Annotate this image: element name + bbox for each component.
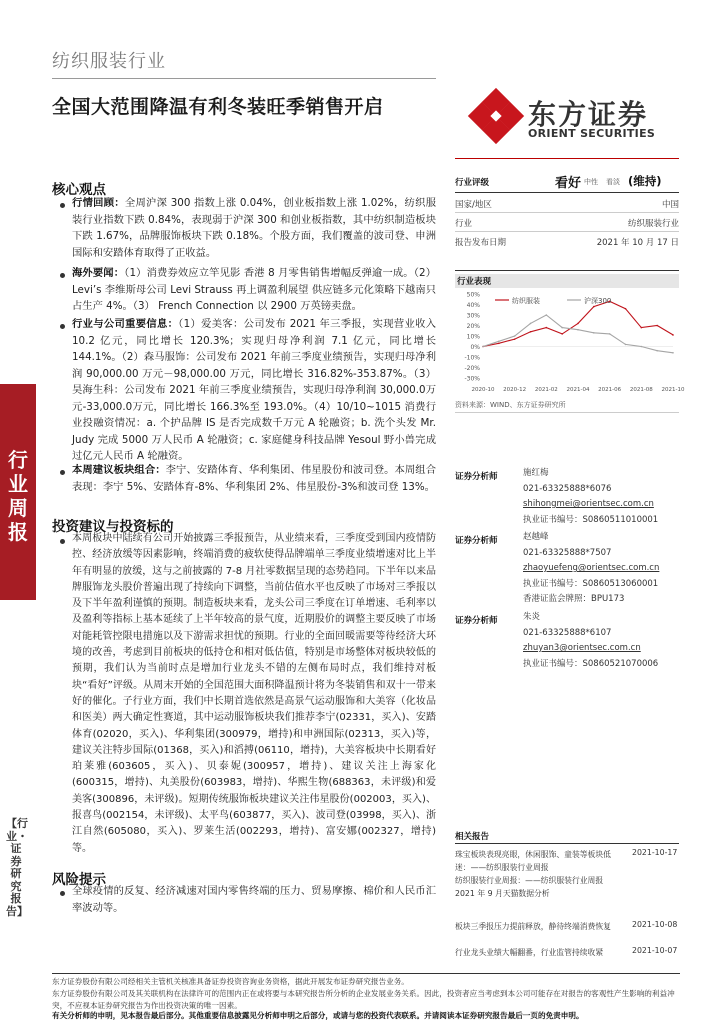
data-point	[672, 334, 674, 336]
data-point	[514, 338, 516, 340]
bullet-icon	[60, 203, 65, 208]
y-tick-label: 50%	[466, 291, 480, 299]
footer-line-2: 东方证券股份有限公司及其关联机构在法律许可的范围内正在或将要与本研究报告所分析的企业发展业务关系。因此，投资者应当考虑到本公司可能存在对报告的客观性产生影响的利益冲突，不应视本证券研究报告为作出投资决策的唯一因素。	[52, 989, 675, 1010]
risk-paragraph: 全球疫情的反复、经济减速对国内零售终端的压力、贸易摩擦、棉价和人民币汇率波动等。	[72, 885, 436, 914]
analyst-cert: 执业证书编号：S0860513060001	[523, 578, 659, 589]
data-point	[530, 331, 532, 333]
rating-value-low: 看淡	[606, 178, 620, 186]
data-point	[625, 308, 627, 310]
bullet-icon	[60, 470, 65, 475]
legend-label: 沪深300	[584, 297, 612, 305]
rating-divider	[455, 192, 679, 193]
bullet-icon	[60, 324, 65, 329]
data-point	[641, 327, 643, 329]
chart-title: 行业表现	[457, 277, 492, 287]
analyst-email[interactable]: shihongmei@orientsec.com.cn	[523, 499, 654, 509]
data-point	[593, 306, 595, 308]
report-title: 全国大范围降温有利冬装旺季销售开启	[52, 96, 384, 118]
x-tick-label: 2021-02	[534, 387, 558, 393]
section-heading-core: 核心观点	[52, 182, 106, 198]
rating-value-hot: 看好	[555, 176, 582, 191]
footer-line-3: 有关分析师的申明，见本报告最后部分。其他重要信息披露见分析师申明之后部分，或请与您的投资代表联系。并请阅读本证券研究报告最后一页的免责申明。	[52, 1011, 584, 1020]
chart-top-divider	[455, 270, 679, 271]
x-tick-label: 2021-10	[661, 387, 685, 393]
data-point	[625, 344, 627, 346]
logo-wordmark-cn: 东方证券	[528, 98, 649, 131]
related-report-date: 2021-10-08	[632, 920, 678, 929]
y-tick-label: 10%	[466, 333, 480, 341]
rating-label: 行业评级	[455, 178, 490, 188]
bullet-icon	[60, 539, 65, 544]
data-point	[561, 327, 563, 329]
y-tick-label: 20%	[466, 323, 480, 330]
core-bullet-4: 本周建议板块组合：李宁、安踏体育、华利集团、伟星股份和波司登。本周组合表现：李宁 5%、安踏体育-8%、华利集团 2%、伟星股份-3%和波司登 13%。	[72, 464, 437, 493]
series-line-hs300	[483, 315, 673, 353]
data-point	[609, 333, 611, 335]
data-point	[593, 332, 595, 334]
x-tick-label: 2021-04	[566, 387, 590, 393]
analyst-cert: 执业证书编号：S0860511010001	[523, 514, 659, 525]
y-tick-label: -30%	[464, 375, 480, 383]
footer-line-1: 东方证券股份有限公司经相关主管机关核准具备证券投资咨询业务资格，据此开展发布证券研究报告业务。	[52, 977, 409, 986]
section-heading-risk: 风险提示	[52, 872, 106, 888]
y-tick-label: -20%	[464, 365, 480, 372]
analyst-label-1: 证券分析师	[455, 472, 498, 482]
y-tick-label: -10%	[464, 354, 480, 362]
related-reports-title: 相关报告	[455, 832, 490, 842]
report-category: 纺织服装行业	[52, 51, 166, 72]
report-vertical-label: 【行业・证券研究报告】	[6, 817, 28, 918]
analyst-card-3	[523, 610, 658, 672]
analyst-card-1	[523, 466, 658, 528]
data-point	[656, 350, 658, 352]
bullet-icon	[60, 891, 65, 896]
data-point	[530, 323, 532, 325]
rating-state: (维持)	[628, 174, 662, 188]
analyst-label-3: 证券分析师	[455, 616, 498, 626]
analyst-phone: 021-63325888*7507	[523, 547, 612, 558]
data-point	[672, 352, 674, 354]
core-bullet-3: 行业与公司重要信息：（1）爱美客：公司发布 2021 年三季报，实现营业收入 10.2 亿元，同比增长 120.3%；实现归母净利润 7.1 亿元，同比增长 144.1%。（2）森马服饰：公司发布 2021 年前三季度业绩预告，实现归母净利润 90,000.00 万元－98,000.00 万元，同比增长 316.82%-353.87%。（3）昊海生科：公司发布 2021 年前三季度业绩预告，实现归母净利润 30,000.0万元-33,000.0万元，同比增长 166.3%至 193.0%。（4）10/10~1015 消费行业投融资情况：a. 个护品牌 IS 是否完成数千万元 A 轮融资；b. 洗个头发 Mr. Judy 完成 5000 万人民币 A 轮融资；c. 家庭健身科技品牌 Yesoul 野小兽完成过亿元人民币 A 轮融资。	[72, 318, 437, 462]
x-tick-label: 2020-10	[471, 387, 495, 393]
data-point	[656, 325, 658, 327]
x-tick-label: 2021-06	[598, 387, 622, 393]
row-divider	[455, 231, 679, 232]
row-divider	[455, 212, 679, 213]
data-point	[498, 340, 500, 342]
data-point	[561, 333, 563, 335]
chart-source: 资料来源：WIND、东方证券研究所	[455, 401, 566, 409]
data-point	[577, 323, 579, 325]
data-point	[577, 329, 579, 331]
related-report-date: 2021-10-17	[632, 848, 678, 857]
footer-divider	[52, 973, 680, 974]
y-tick-label: 30%	[466, 312, 480, 320]
analyst-name: 赵越峰	[523, 532, 549, 542]
related-divider	[455, 843, 679, 844]
invest-paragraph: 本周板块中陆续有公司开始披露三季报预告，从业绩来看，三季度受到国内疫情防控、经济放缓等因素影响，终端消费的疲软使得品牌端单三季度业绩增速对比上半年有明显的放缓，这与之前披露的 7-8 月社零数据呈现的态势趋同。下半年以来品牌服饰龙头股价普遍出现了持续向下调整，当前估值水平也反映了市场对三季报以及下半年盈利谨慎的预期。制造板块来看，龙头公司三季度在订单增速、毛利率以及盈利等指标上基本延续了上半年较高的景气度，近期股价的调整主要反映了市场对能耗管控限电措施以及下游需求担忧的预期。行业的全面回暖需要等待经济大环境的改善，考虑到目前板块的低持仓和相对低估值，特别是市场整体对板块较低的预期，我们认为当前时点是增加行业龙头不错的左侧布局时点，我们维持对板块“看好”评级。从周末开始的全国范围大面积降温预计将为冬装销售和双十一带来好的催化。子行业方面，我们中长期首选依然是高景气运动服饰和大美容（化妆品和医美）两大确定性赛道，其中运动服饰板块我们推荐李宁(02331，买入)、安踏体育(02020，买入)、华利集团(300979，增持)和申洲国际(02313，买入)等，建议关注特步国际(01368，买入)和滔搏(06110，增持)，大美容板块中长期看好珀莱雅(603605，买入)、贝泰妮(300957，增持)、建议关注上海家化(600315，增持)、丸美股份(603983，增持)、华熙生物(688363，未评级)和爱美客(300896，未评级)。短期传统服饰板块建议关注伟星股份(002003，买入)、报喜鸟(002154，未评级)、太平鸟(603877，买入)、波司登(03998，买入)、浙江自然(605080，买入)、罗莱生活(002293，增持)、富安娜(002327，增持)等。	[72, 533, 436, 854]
data-point	[641, 346, 643, 348]
bullet-icon	[60, 273, 65, 278]
analyst-card-2	[523, 530, 659, 608]
data-point	[482, 346, 484, 348]
x-tick-label: 2021-08	[629, 387, 653, 393]
analyst-phone: 021-63325888*6107	[523, 627, 612, 638]
legend-label: 纺织服装	[512, 297, 540, 305]
rating-top-divider	[455, 158, 679, 159]
report-type-label: 行业周报	[8, 448, 28, 544]
section-heading-invest: 投资建议与投资标的	[52, 519, 174, 535]
data-point	[546, 314, 548, 316]
data-point	[498, 343, 500, 345]
rating-value-mid: 中性	[584, 178, 598, 186]
analyst-email[interactable]: zhuyan3@orientsec.com.cn	[523, 643, 641, 653]
orient-logo-icon	[468, 88, 524, 144]
y-tick-label: 0%	[470, 344, 480, 351]
analyst-cert: 执业证书编号：S0860521070006	[523, 658, 659, 669]
analyst-label-2: 证券分析师	[455, 536, 498, 546]
logo-wordmark-en: ORIENT SECURITIES	[528, 127, 656, 140]
header-divider	[52, 78, 436, 79]
analyst-email[interactable]: zhaoyuefeng@orientsec.com.cn	[523, 563, 660, 573]
core-bullet-1: 行情回顾：全周沪深 300 指数上涨 0.04%，创业板指数上涨 1.02%，纺织服装行业指数下跌 0.84%，表现弱于沪深 300 和创业板指数，其中纺织制造板块下跌 1.67%，品牌服饰板块下跌 0.18%。个股方面，我们覆盖的波司登、申洲国际和安踏体育取得了正收益。	[72, 197, 436, 259]
analyst-name: 朱炎	[523, 612, 541, 622]
related-report-item[interactable]: 珠宝板块表现亮眼，休闲服饰、童装等板块低迷：——纺织服装行业周报	[455, 850, 611, 872]
industry-performance-chart	[455, 290, 685, 394]
data-point	[514, 335, 516, 337]
x-tick-label: 2020-12	[503, 387, 527, 393]
data-point	[546, 327, 548, 329]
chart-bottom-divider	[455, 412, 679, 413]
related-report-item[interactable]: 行业龙头业绩大幅翻番，行业监管持续收紧	[455, 948, 604, 957]
related-report-item[interactable]: 板块三季报压力提前释放，静待终端消费恢复	[455, 922, 611, 931]
analyst-phone: 021-63325888*6076	[523, 483, 612, 494]
related-report-date: 2021-10-07	[632, 946, 678, 955]
related-report-item[interactable]: 纺织服装行业周报：——纺织服装行业周报 2021 年 9 月天猫数据分析	[455, 876, 604, 898]
y-tick-label: 40%	[466, 302, 480, 309]
core-bullet-2: 海外要闻：（1）消费券效应立竿见影 香港 8 月零售销售增幅反弹逾一成。（2）Levi’s 李维斯母公司 Levi Strauss 再上调盈利展望 供应链多元化策略下越南只占生产 4%。（3） French Connection 以 2900 万英镑卖盘。	[72, 267, 437, 312]
analyst-license: 香港证监会牌照：BPU173	[523, 594, 625, 604]
analyst-name: 施红梅	[523, 468, 549, 478]
